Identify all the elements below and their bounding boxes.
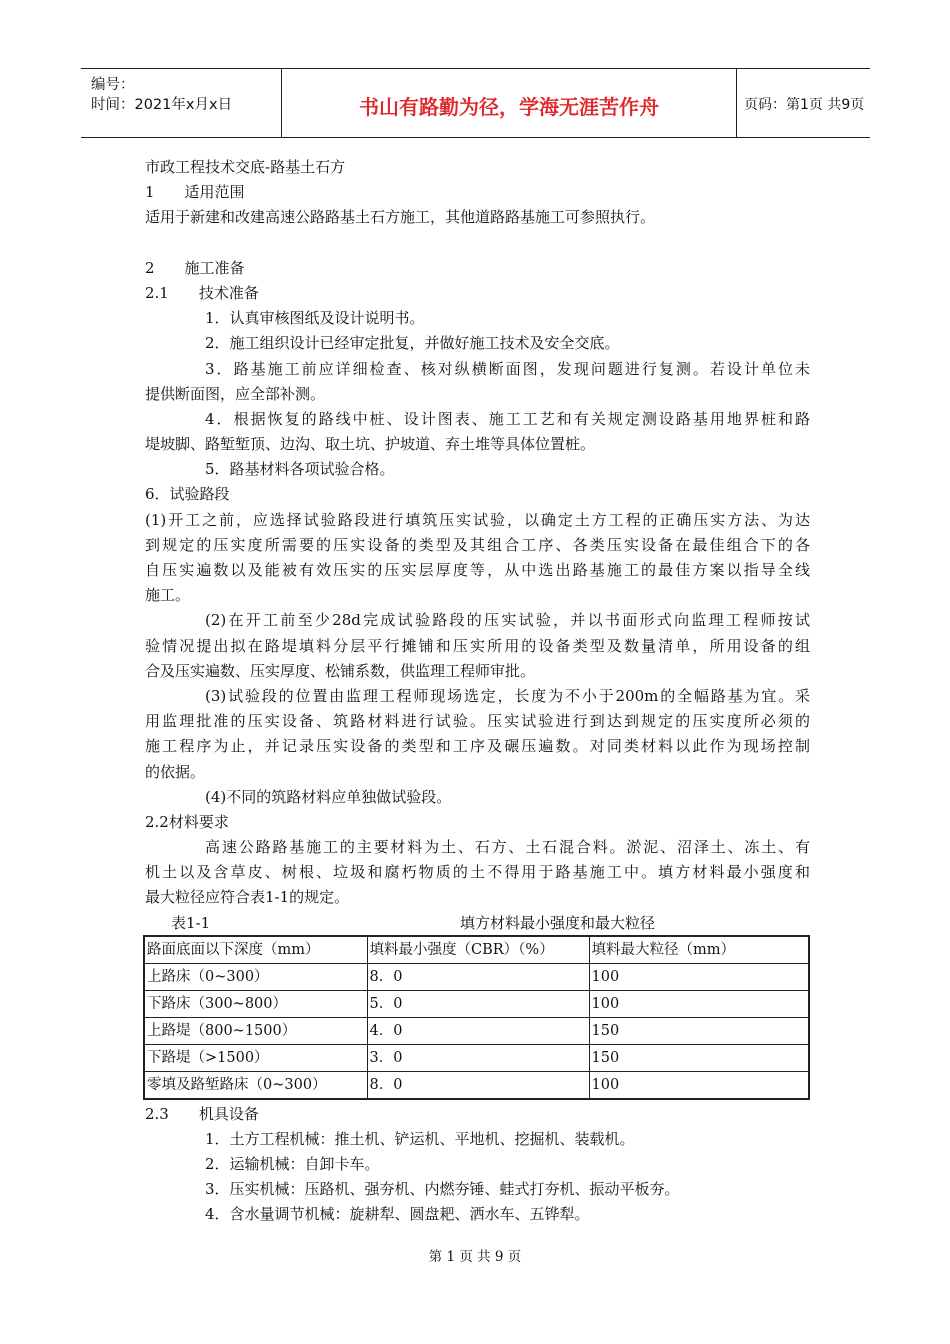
trial-p2-line-2: 验情况提出拟在路堤填料分层平行摊铺和压实所用的设备类型及数量清单，所用设备的组: [145, 636, 810, 655]
tech-item-3-line-1: 3．路基施工前应详细检查、核对纵横断面图，发现问题进行复测。若设计单位未: [205, 359, 810, 378]
section-2-2-heading: 2.2材料要求: [145, 812, 229, 831]
table-cell: 100: [589, 1071, 809, 1099]
section-1-heading: 1 适用范围: [145, 183, 245, 202]
section-2-3-heading: 2.3 机具设备: [145, 1104, 259, 1123]
header-motto-cell: [281, 69, 737, 137]
material-line-1: 高速公路路基施工的主要材料为土、石方、土石混合料。淤泥、沼泽土、冻土、有: [205, 838, 810, 857]
table-row: [144, 990, 809, 1017]
equipment-item-1: 1．土方工程机械：推土机、铲运机、平地机、挖掘机、装载机。: [205, 1129, 635, 1148]
table-cell: 150: [589, 1017, 809, 1044]
fill-material-table: [143, 935, 810, 1100]
table-header-cell: 填料最小强度（CBR）（%）: [367, 936, 589, 964]
trial-p2-line-3: 合及压实遍数、压实厚度、松铺系数，供监理工程师审批。: [145, 661, 536, 680]
table-caption: [145, 911, 810, 935]
equipment-item-4: 4．含水量调节机械：旋耕犁、圆盘耙、洒水车、五铧犁。: [205, 1205, 590, 1224]
trial-p1-line-4: 施工。: [145, 586, 191, 605]
table-cell: 3．0: [367, 1044, 589, 1071]
table-cell: 上路床（0~300）: [144, 963, 367, 990]
section-2-1-heading: 2.1 技术准备: [145, 283, 259, 302]
trial-p4: (4)不同的筑路材料应单独做试验段。: [205, 787, 452, 806]
doc-number-label: 编号：: [91, 77, 135, 93]
material-line-3: 最大粒径应符合表1-1的规定。: [145, 888, 350, 907]
section-2-heading: 2 施工准备: [145, 258, 245, 277]
table-row: [144, 963, 809, 990]
page-footer: 第 1 页 共 9 页: [428, 1249, 522, 1265]
trial-p3-line-2: 用监理批准的压实设备、筑路材料进行试验。压实试验进行到达到规定的压实度所必须的: [145, 712, 810, 731]
table-row: [144, 1071, 809, 1099]
trial-p1-line-2: 到规定的压实度所需要的压实设备的类型及其组合工序、各类压实设备在最佳组合下的各: [145, 535, 810, 554]
doc-time-label: 时间：2021年x月x日: [91, 97, 233, 113]
trial-heading: 6．试验路段: [145, 485, 230, 504]
table-title: 填方材料最小强度和最大粒径: [460, 913, 656, 932]
doc-title: 市政工程技术交底-路基土石方: [145, 158, 346, 176]
tech-item-3-line-2: 提供断面图，应全部补测。: [145, 384, 326, 403]
material-line-2: 机土以及含草皮、树根、垃圾和腐朽物质的土不得用于路基施工中。填方材料最小强度和: [145, 863, 810, 882]
tech-item-4-line-1: 4．根据恢复的路线中桩、设计图表、施工工艺和有关规定测设路基用地界桩和路: [205, 409, 810, 428]
table-number: 表1-1: [171, 913, 211, 932]
header-right-cell: [736, 69, 870, 137]
tech-item-4-line-2: 堤坡脚、路堑堑顶、边沟、取土坑、护坡道、弃土堆等具体位置桩。: [145, 435, 596, 454]
header-motto: 书山有路勤为径，学海无涯苦作舟: [359, 95, 659, 119]
table-row: [144, 1044, 809, 1071]
trial-p1-line-3: 自压实遍数以及能被有效压实的压实层厚度等，从中选出路基施工的最佳方案以指导全线: [145, 561, 810, 579]
document-body: [145, 155, 810, 1228]
table-header-row: [144, 936, 809, 964]
trial-p3-line-4: 的依据。: [145, 762, 206, 781]
blank-line: [145, 231, 810, 256]
table-cell: 下路床（300~800）: [144, 990, 367, 1017]
section-1-text: 适用于新建和改建高速公路路基土石方施工，其他道路路基施工可参照执行。: [145, 208, 656, 227]
tech-item-2: 2．施工组织设计已经审定批复，并做好施工技术及安全交底。: [205, 334, 620, 353]
tech-item-5: 5．路基材料各项试验合格。: [205, 460, 395, 479]
table-cell: 下路堤（>1500）: [144, 1044, 367, 1071]
table-cell: 8．0: [367, 963, 589, 990]
table-row: [144, 1017, 809, 1044]
trial-p1-line-1: (1)开工之前，应选择试验路段进行填筑压实试验，以确定土方工程的正确压实方法、为达: [145, 510, 810, 529]
trial-p3-line-1: (3)试验段的位置由监理工程师现场选定，长度为不小于200m的全幅路基为宜。采: [205, 686, 810, 705]
header-left-cell: [81, 69, 281, 137]
table-cell: 100: [589, 990, 809, 1017]
trial-p3-line-3: 施工程序为止，并记录压实设备的类型和工序及碾压遍数。对同类材料以此作为现场控制: [145, 737, 810, 756]
table-cell: 8．0: [367, 1071, 589, 1099]
table-cell: 150: [589, 1044, 809, 1071]
tech-item-1: 1．认真审核图纸及设计说明书。: [205, 309, 425, 328]
table-cell: 零填及路堑路床（0~300）: [144, 1071, 367, 1099]
table-cell: 4．0: [367, 1017, 589, 1044]
table-header-cell: 路面底面以下深度（mm）: [144, 936, 367, 964]
header-page-info: 页码：第1页 共9页: [744, 97, 865, 113]
table-header-cell: 填料最大粒径（mm）: [589, 936, 809, 964]
equipment-item-3: 3．压实机械：压路机、强夯机、内燃夯锤、蛙式打夯机、振动平板夯。: [205, 1180, 680, 1199]
equipment-item-2: 2．运输机械：自卸卡车。: [205, 1155, 380, 1173]
trial-p2-line-1: (2)在开工前至少28d完成试验路段的压实试验，并以书面形式向监理工程师按试: [205, 611, 810, 630]
page-header: [81, 68, 870, 138]
table-cell: 上路堤（800~1500）: [144, 1017, 367, 1044]
table-cell: 5．0: [367, 990, 589, 1017]
table-cell: 100: [589, 963, 809, 990]
